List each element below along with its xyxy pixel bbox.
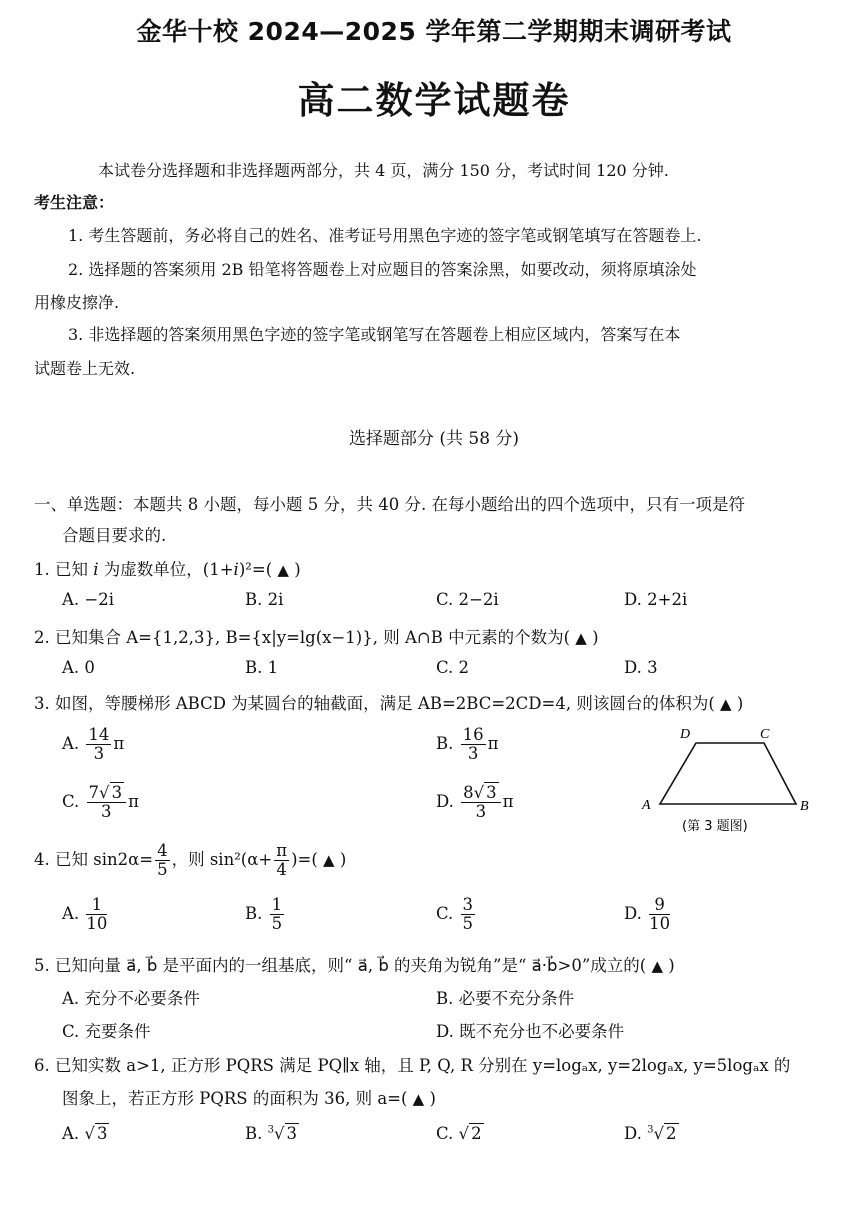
q4-option-d: D. $\frac{9}{10}$ [624,895,671,933]
notice-item-2: 2. 选择题的答案须用 2B 铅笔将答题卷上对应题目的答案涂黑，如要改动，须将原填涂处 [68,260,697,279]
q2-option-d: D. 3 [624,658,658,677]
notice-heading: 考生注意： [34,193,115,212]
q6-option-c: C. √ 2 [436,1124,482,1143]
answer-mark-icon: ▲ [575,629,587,647]
exam-title: 金华十校 2024—2025 学年第二学期期末调研考试 [136,17,732,46]
question-4-stem: 4. 已知 sin2α= $\frac{4}{5}$ ，则 sin²(α+ $\frac{\pi}{4}$ )=( ▲ ) [34,841,347,879]
q4-option-b: B. $\frac{1}{5}$ [245,895,283,933]
question-3-stem: 3. 如图，等腰梯形 ABCD 为某圆台的轴截面，满足 AB=2BC=2CD=4, 则该圆台的体积为( ▲ ) [34,694,744,713]
answer-mark-icon: ▲ [323,851,335,869]
trapezoid-abcd [660,743,796,804]
paper-title: 高二数学试题卷 [297,79,571,122]
answer-mark-icon: ▲ [412,1090,425,1108]
question-5-stem: 5. 已知向量 a⃗, b⃗ 是平面内的一组基底，则“ a⃗, b⃗ 的夹角为锐角”是“ a⃗·b⃗>0”成立的( ▲ ) [34,956,675,975]
q5-option-a: A. 充分不必要条件 [62,989,200,1008]
q5-option-b: B. 必要不充分条件 [436,989,575,1008]
q6-option-b: B. $^3$√ 3 [245,1124,298,1143]
q1-option-d: D. 2+2i [624,590,688,609]
notice-item-3-cont: 试题卷上无效. [34,359,136,378]
q5-option-c: C. 充要条件 [62,1022,151,1041]
question-1-stem: 1. 已知 i 为虚数单位，(1+i)²=( ▲ ) [34,560,301,579]
q2-option-b: B. 1 [245,658,279,677]
question-2-stem: 2. 已知集合 A={1,2,3}, B={x|y=lg(x−1)}, 则 A∩B 中元素的个数为( ▲ ) [34,628,599,647]
notice-item-2-cont: 用橡皮擦净. [34,293,120,312]
q3-option-b: B. $\frac{16}{3}$ π [436,725,499,763]
trapezoid-figure [634,722,824,837]
vertex-c-label: C [760,727,770,742]
part1-heading: 一、单选题：本题共 8 小题，每小题 5 分，共 40 分. 在每小题给出的四个选项中，只有一项是符 [34,495,745,514]
q2-option-a: A. 0 [62,658,95,677]
intro-line: 本试卷分选择题和非选择题两部分，共 4 页，满分 150 分，考试时间 120 分钟. [98,161,669,180]
q3-option-d: D. $\frac{8√ 3}{3}$ π [436,783,514,821]
q1-option-c: C. 2−2i [436,590,499,609]
notice-item-1: 1. 考生答题前，务必将自己的姓名、准考证号用黑色字迹的签字笔或钢笔填写在答题卷上. [68,226,702,245]
q1-option-b: B. 2i [245,590,284,609]
answer-mark-icon: ▲ [720,695,732,713]
q6-option-a: A. √ 3 [62,1124,108,1143]
q2-option-c: C. 2 [436,658,470,677]
answer-mark-icon: ▲ [651,957,663,975]
section-title: 选择题部分 (共 58 分) [348,429,520,449]
vertex-a-label: A [642,798,651,813]
notice-item-3: 3. 非选择题的答案须用黑色字迹的签字笔或钢笔写在答题卷上相应区域内，答案写在本 [68,325,681,344]
q1-option-a: A. −2i [62,590,115,609]
q4-option-a: A. $\frac{1}{10}$ [62,895,108,933]
q4-option-c: C. $\frac{3}{5}$ [436,895,474,933]
answer-mark-icon: ▲ [277,561,289,579]
vertex-b-label: B [800,799,809,814]
vertex-d-label: D [680,727,691,742]
part1-heading-cont: 合题目要求的. [62,526,167,545]
q5-option-d: D. 既不充分也不必要条件 [436,1022,625,1041]
question-6-stem: 6. 已知实数 a>1, 正方形 PQRS 满足 PQ∥x 轴，且 P, Q, R 分别在 y=logₐx, y=2logₐx, y=5logₐx 的 [34,1056,791,1075]
q3-option-c: C. $\frac{7√ 3}{3}$ π [62,783,139,821]
q3-option-a: A. $\frac{14}{3}$ π [62,725,125,763]
figure-caption: (第 3 题图) [682,819,748,834]
q6-option-d: D. $^3$√ 2 [624,1124,677,1143]
question-6-stem-cont: 图象上，若正方形 PQRS 的面积为 36, 则 a=( ▲ ) [62,1089,436,1108]
